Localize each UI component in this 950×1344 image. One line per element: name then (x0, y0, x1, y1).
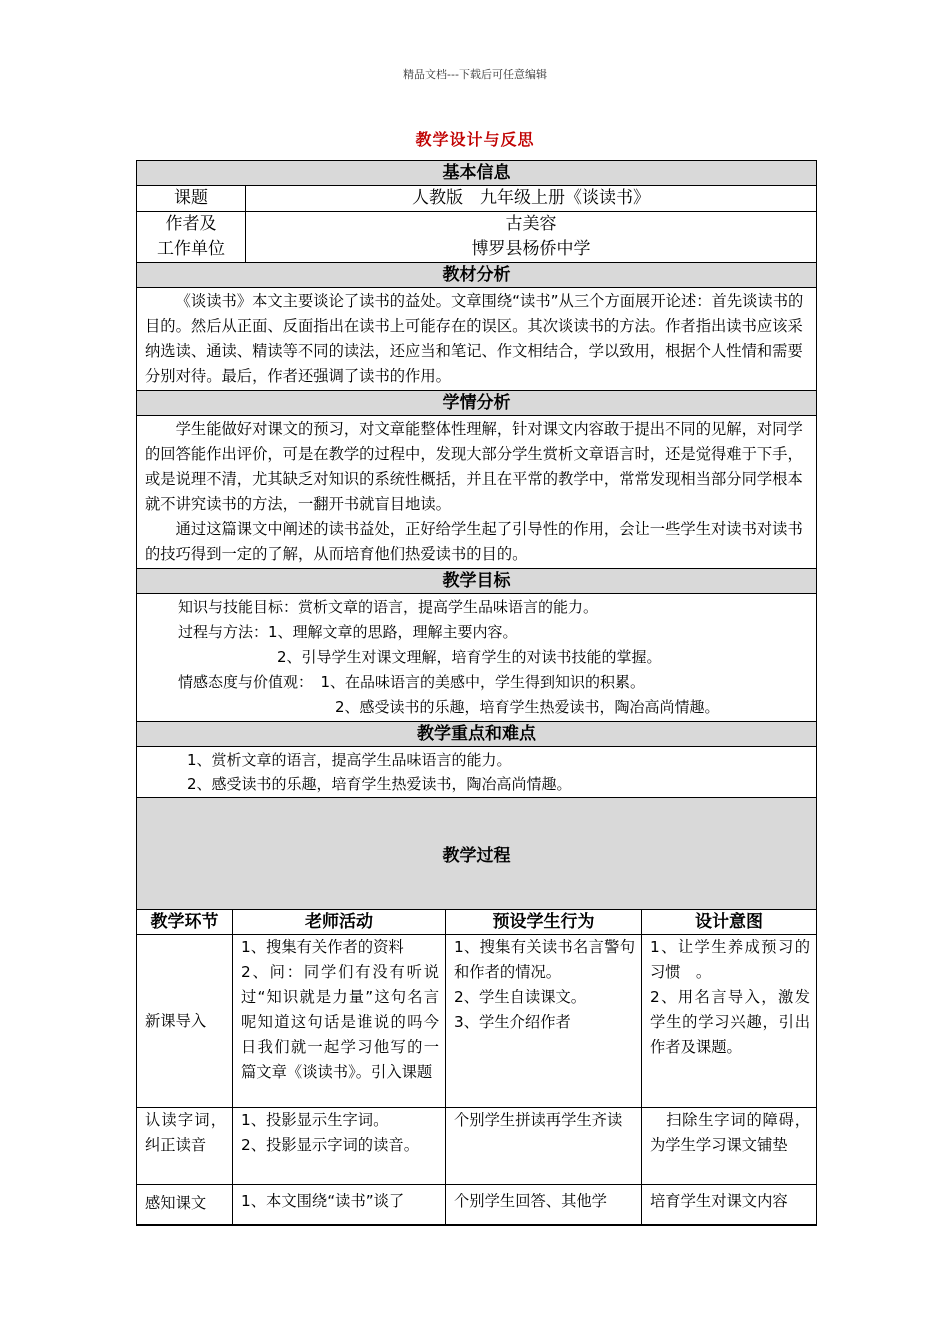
table-cell-intent: 扫除生字词的障碍，为学生学习课文铺垫 (642, 1108, 816, 1185)
table-cell-student: 1、搜集有关读书名言警句和作者的情况。 2、学生自读课文。 3、学生介绍作者 (446, 935, 642, 1108)
topic-label: 课题 (137, 186, 246, 211)
table-cell-intent: 1、让学生养成预习的习惯 。 2、用名言导入，激发学生的学习兴趣，引出作者及课题。 (642, 935, 816, 1108)
author-name: 古美容 (505, 214, 557, 234)
column-header-teacher: 老师活动 (233, 910, 446, 935)
goal-line-5: 2、感受读书的乐趣，培育学生热爱读书，陶冶高尚情趣。 (335, 698, 720, 716)
column-header-intent: 设计意图 (642, 910, 816, 935)
table-cell-teacher: 1、搜集有关作者的资料 2、问：同学们有没有听说过“知识就是力量”这句名言呢知道这句话是谁说的吗今日我们就一起学习他写的一篇文章《谈读书》。引入课题 (233, 935, 446, 1108)
author-label-line2: 工作单位 (157, 239, 225, 259)
document-title: 教学设计与反思 (415, 130, 535, 149)
column-header-stage: 教学环节 (137, 910, 233, 935)
table-cell-stage: 认读字词，纠正读音 (137, 1108, 233, 1185)
author-label-line1: 作者及 (165, 214, 217, 234)
section-material-heading: 教材分析 (137, 263, 816, 288)
table-cell-intent: 培育学生对课文内容 (642, 1185, 816, 1225)
goal-line-4: 情感态度与价值观： 1、在品味语言的美感中，学生得到知识的积累。 (178, 673, 646, 691)
goal-line-2: 过程与方法：1、理解文章的思路，理解主要内容。 (178, 623, 518, 641)
key-points (137, 747, 816, 798)
table-cell-teacher: 1、投影显示生字词。 2、投影显示字词的读音。 (233, 1108, 446, 1185)
topic-value: 人教版 九年级上册《谈读书》 (412, 188, 650, 208)
table-cell-student: 个别学生拼读再学生齐读 (446, 1108, 642, 1185)
process-table (137, 910, 816, 1225)
student-paragraph-2: 通过这篇课文中阐述的读书益处，正好给学生起了引导性的作用，会让一些学生对读书对读书的技巧得到一定的了解，从而培育他们热爱读书的目的。 (145, 520, 803, 563)
header-note: 精品文档---下载后可任意编辑 (403, 68, 547, 81)
stage-label: 新课导入 (145, 1011, 207, 1030)
table-cell-teacher: 1、本文围绕“读书”谈了 (233, 1185, 446, 1225)
design-table (136, 160, 817, 1226)
keypoint-item-1: 1、赏析文章的语言，提高学生品味语言的能力。 (187, 751, 512, 769)
author-label (137, 212, 246, 262)
student-paragraph-1: 学生能做好对课文的预习，对文章能整体性理解，针对课文内容敢于提出不同的见解，对同学的回答能作出评价，可是在教学的过程中，发现大部分学生赏析文章语言时，还是觉得难于下手，或是说理不清，尤其缺乏对知识的系统性概括，并且在平常的教学中，常常发现相当部分同学根本就不讲究读书的方法，一翻开书就盲目地读。 (145, 420, 803, 513)
table-cell-stage (137, 935, 233, 1108)
author-row (137, 212, 816, 263)
goal-line-1: 知识与技能目标：赏析文章的语言，提高学生品味语言的能力。 (178, 598, 599, 616)
goal-line-3: 2、引导学生对课文理解，培育学生的对读书技能的掌握。 (277, 648, 662, 666)
material-text: 《谈读书》本文主要谈论了读书的益处。文章围绕“读书”从三个方面展开论述：首先谈读书的目的。然后从正面、反面指出在读书上可能存在的误区。其次谈读书的方法。作者指出读书应该采纳选读、通读、精读等不同的读法，还应当和笔记、作文相结合，学以致用，根据个人性情和需要分别对待。最后，作者还强调了读书的作用。 (145, 292, 804, 385)
teaching-goals (137, 594, 816, 722)
section-goals-heading: 教学目标 (137, 569, 816, 594)
section-student-heading: 学情分析 (137, 391, 816, 416)
student-analysis (137, 416, 816, 569)
material-analysis (137, 288, 816, 391)
author-unit: 博罗县杨侨中学 (471, 239, 591, 259)
table-cell-stage: 感知课文 (137, 1185, 233, 1225)
keypoint-item-2: 2、感受读书的乐趣，培育学生热爱读书，陶冶高尚情趣。 (187, 775, 572, 793)
section-basic-heading: 基本信息 (137, 161, 816, 186)
author-value (246, 212, 816, 262)
table-cell-student: 个别学生回答、其他学 (446, 1185, 642, 1225)
section-process-heading: 教学过程 (137, 798, 816, 910)
column-header-student: 预设学生行为 (446, 910, 642, 935)
section-keypoints-heading: 教学重点和难点 (137, 722, 816, 747)
topic-row (137, 186, 816, 212)
